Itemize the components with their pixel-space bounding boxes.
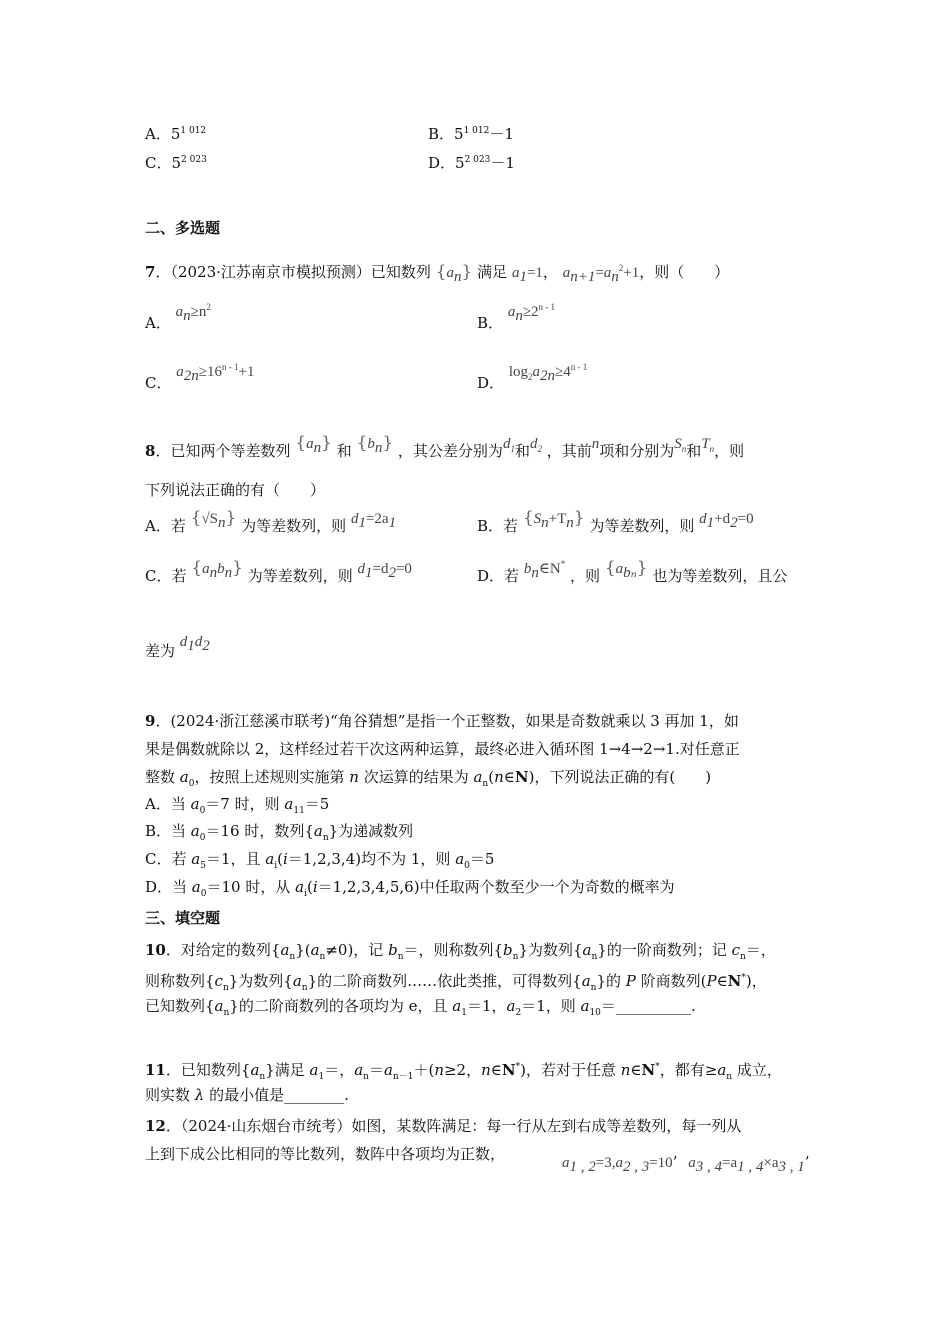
q6-option-d: D．$5^{2 023}-1$ (428, 154, 515, 172)
q9-line1: 9．(2024·浙江慈溪市联考)“角谷猜想”是指一个正整数，如果是奇数就乘以 3 再加 1，如 (145, 712, 739, 730)
q8-option-d-line2: 差为 $d_1d_2$ (145, 634, 210, 660)
q9-option-b: B．当 $a_0=16$ 时，数列$\{a_n\}$为递减数列 (145, 822, 414, 843)
q10-line2: 则称数列$\{c_n\}$为数列$\{a_n\}$的二阶商数列……依此类推，可得数列$\{a_n\}$的 P 阶商数列(P∈N*)， (145, 972, 767, 993)
q9-option-a: A．当 $a_0=7$ 时，则 $a_{11}=5$ (145, 795, 330, 816)
q7-option-d: D． $\log_2a_{2n}\ge 4^{n - 1}$ (477, 362, 588, 392)
q9-option-d: D．当 $a_0=10$ 时，从 $a_i(i=1,2,3,4,5,6)$中任取两个数至少一个为奇数的概率为 (145, 878, 675, 899)
q9-option-c: C．若 $a_5=1$，且 $a_i(i=1,2,3,4)$均不为 1，则 $a_0=5$ (145, 850, 495, 871)
q8-stem-line1: 8．已知两个等差数列 $\{a_n\}$ 和 $\{b_n\}$ ，其公差分别为$d_1$和$d_2$ ，其前n项和分别为$S_n$和$T_n$，则 (145, 433, 745, 460)
q9-line3: 整数 $a_0$，按照上述规则实施第 n 次运算的结果为 $a_n(n\in N)$，下列说法正确的有( ) (145, 768, 712, 789)
q11-line2: 则实数 λ 的最小值是________. (145, 1086, 349, 1104)
q8-option-a: A．若 $\{√S_n\}$ 为等差数列，则 $d_1=2a_1$ (145, 508, 397, 535)
q10-line3: 已知数列$\{a_n\}$的二阶商数列的各项均为 e，且 $a_1=1$，$a_2=1$，则 $a_{10}=\_\_\_\_\_\_\_\_\_\_$. (145, 997, 696, 1018)
q8-option-d: D．若 $b_n\in N^*$ ，则 $\{a_{b_n}\}$ 也为等差数列，且公 (477, 558, 788, 585)
q8-stem-line2: 下列说法正确的有（ ） (145, 481, 326, 499)
q6-option-c: C．$5^{2 023}$ (145, 154, 207, 172)
q12-line2: 上到下成公比相同的等比数列，数阵中各项均为正数， (145, 1145, 506, 1163)
q7-option-b: B． $a_n\ge 2^{n - 1}$ (477, 302, 556, 332)
q12-line1: 12．（2024·山东烟台市统考）如图，某数阵满足：每一行从左到右成等差数列，每一列从 (145, 1117, 742, 1135)
q7-stem: 7．（2023·江苏南京市模拟预测）已知数列 $\{a_n\}$ 满足 $a_1=1$， $a_{n+1}=a_n^2+1$，则（ ） (145, 262, 730, 285)
q6-option-b: B．$5^{1 012}-1$ (428, 125, 514, 143)
section-title-fill-in: 三、填空题 (145, 909, 221, 927)
q6-option-a: A．$5^{1 012}$ (145, 125, 207, 143)
q8-option-c: C．若 $\{a_nb_n\}$ 为等差数列，则 $d_1=d_2=0$ (145, 558, 412, 585)
section-title-multiple-choice: 二、多选题 (145, 219, 221, 237)
q12-formulas: $a_{1 , 2}=3,a_{2 , 3}=10$’ $a_{3 , 4}=a_{1 , 4}\times a_{3 , 1}$’ (562, 1153, 810, 1175)
q7-option-c: C． $a_{2n}\ge 16^{n - 1}+1$ (145, 362, 255, 392)
q10-line1: 10．对给定的数列$\{a_n\}(a_n\ne 0)$，记 $b_n=$，则称数列$\{b_n\}$为数列$\{a_n\}$的一阶商数列；记 $c_n=$， (145, 941, 776, 962)
q8-option-b: B．若 $\{S_n+T_n\}$ 为等差数列，则 $d_1+d_2=0$ (477, 508, 754, 535)
q9-line2: 果是偶数就除以 2，这样经过若干次这两种运算，最终必进入循环图 1→4→2→1.对任意正 (145, 740, 740, 758)
q7-option-a: A． $a_n\ge n^2$ (145, 302, 211, 332)
q11-line1: 11．已知数列$\{a_n\}$满足 $a_1=$，$a_n=a_{n-1}+(n\ge 2$，n∈N*)，若对于任意 n∈N*，都有$\ge a_n$ 成立， (145, 1061, 782, 1082)
